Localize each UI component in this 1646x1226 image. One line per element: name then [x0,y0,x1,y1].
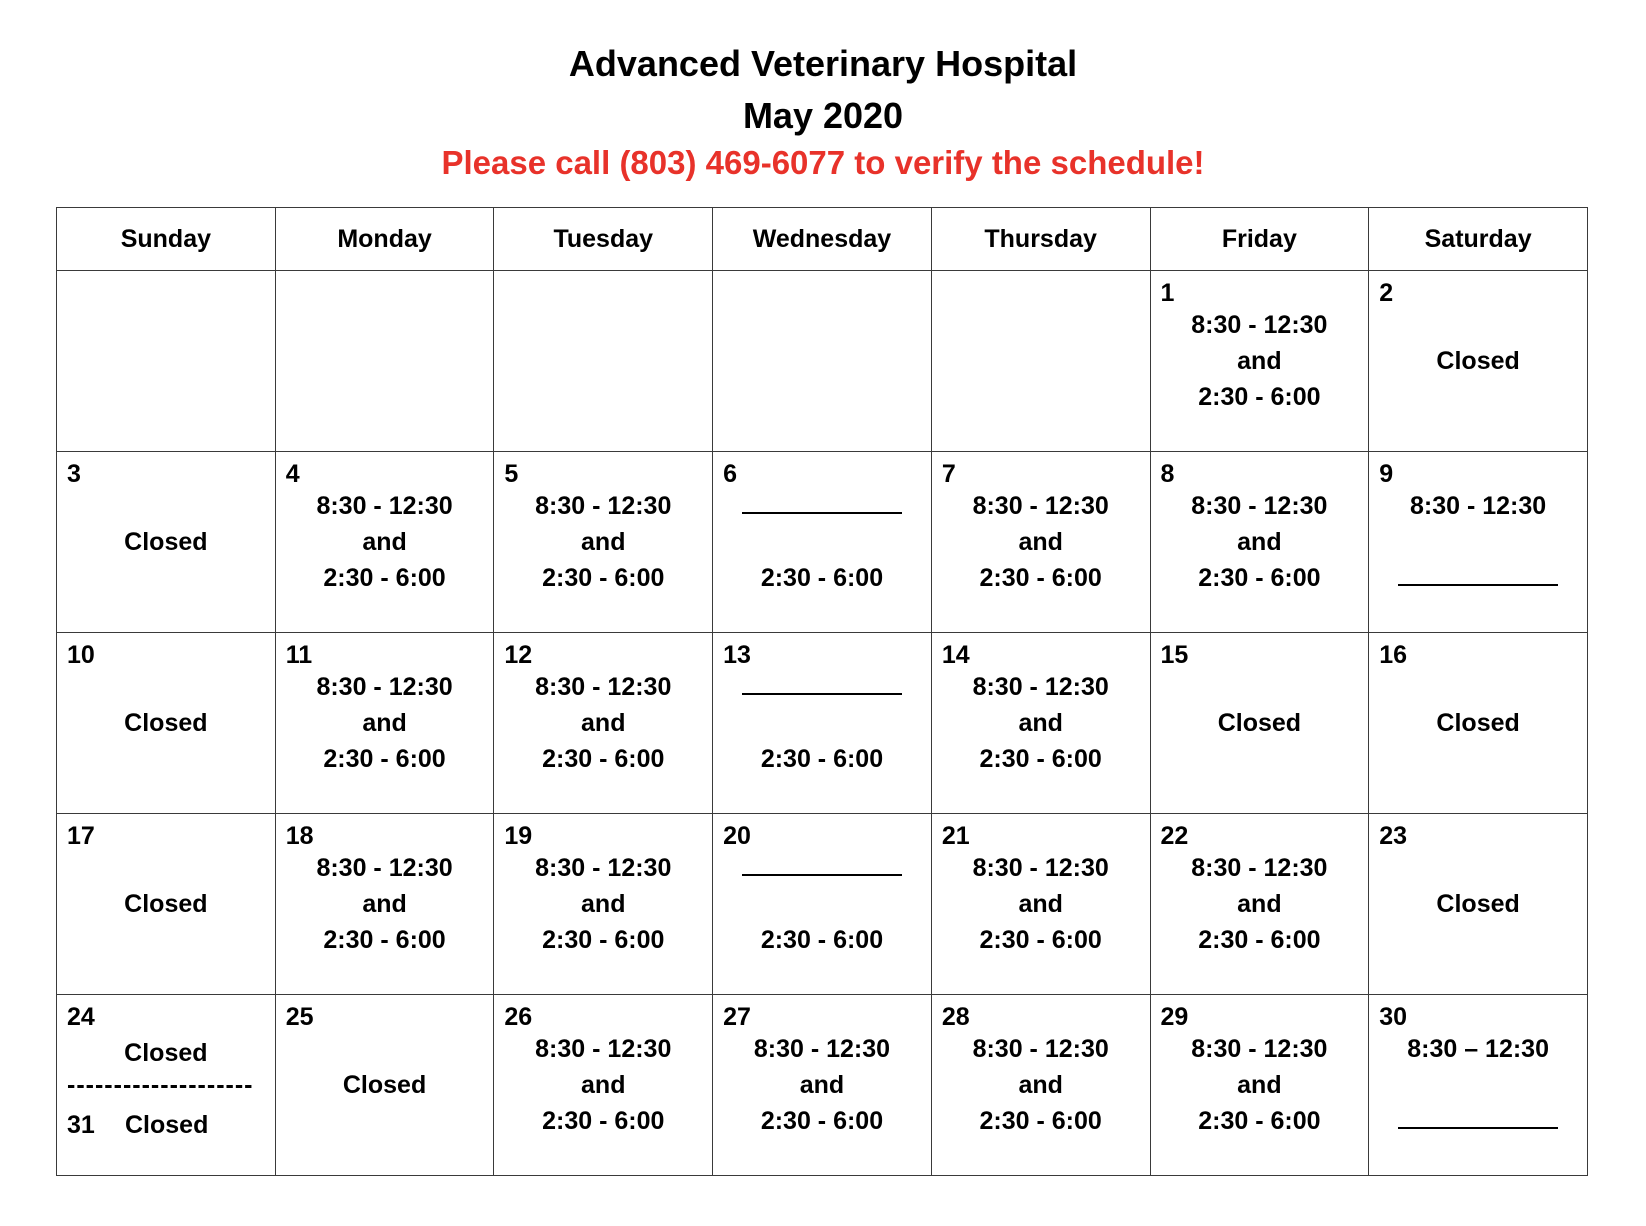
day-cell [494,271,713,452]
and-label: and [1237,347,1282,375]
hours-line: 8:30 - 12:30 [1191,311,1328,339]
blank-slot-line [1398,1103,1558,1129]
hours-block [1369,850,1587,922]
and-label: and [581,1071,626,1099]
blank-slot-line [742,850,902,876]
hours-line [57,669,275,705]
hours-line: 8:30 - 12:30 [1191,492,1328,520]
weekday-header-monday: Monday [275,208,494,271]
day-cell [275,271,494,452]
week-row [57,452,1588,633]
hours-line: 2:30 - 6:00 [323,564,446,592]
day-cell [57,995,276,1176]
day-number: 23 [1379,822,1408,850]
closed-slot-rule [1369,560,1587,596]
hours-line: 2:30 - 6:00 [1198,926,1321,954]
hours-line: 8:30 - 12:30 [316,492,453,520]
hours-line: 2:30 - 6:00 [979,745,1102,773]
split-day-cell [57,995,275,1175]
hours-block [1369,307,1587,379]
day-divider: -------------------- [67,1071,254,1099]
hours-block [713,850,931,958]
hours-block [57,669,275,741]
hours-block [713,488,931,596]
hours-line: 2:30 - 6:00 [760,745,884,773]
and-label: and [1018,709,1063,737]
hours-line: 8:30 - 12:30 [1191,854,1328,882]
hours-line: 2:30 - 6:00 [760,926,884,954]
day-number: 11 [285,641,313,669]
weekday-header-friday: Friday [1150,208,1369,271]
weekday-header-saturday: Saturday [1369,208,1588,271]
hours-line: 8:30 - 12:30 [972,673,1109,701]
hours-block [494,1031,712,1139]
day-number: 31 [67,1111,95,1139]
day-status: Closed [125,1111,209,1139]
hours-line: 8:30 - 12:30 [535,673,672,701]
day-cell [1369,995,1588,1176]
hours-block [713,669,931,777]
day-cell [1150,452,1369,633]
hours-line: 2:30 - 6:00 [979,1107,1102,1135]
hours-line [1369,850,1587,886]
hours-line [1369,524,1587,560]
day-cell [1369,271,1588,452]
day-number: 20 [723,822,751,850]
day-cell [275,452,494,633]
day-cell [713,633,932,814]
day-number: 10 [67,641,95,669]
weekday-header-row [57,208,1588,271]
hours-line [713,886,931,922]
hours-line: 2:30 - 6:00 [323,745,446,773]
week-row [57,814,1588,995]
hours-line [276,1031,494,1067]
hours-block [276,850,494,958]
hours-line: 8:30 - 12:30 [316,673,453,701]
day-cell [57,271,276,452]
hours-line [1151,669,1369,705]
closed-slot-rule [713,669,931,705]
hours-line: 8:30 - 12:30 [753,1035,891,1063]
hours-line: 2:30 - 6:00 [542,1107,665,1135]
hospital-title: Advanced Veterinary Hospital [568,43,1078,84]
hours-line: 2:30 - 6:00 [542,564,665,592]
day-number: 25 [285,1003,314,1031]
day-number: 17 [67,822,95,850]
day-cell [275,633,494,814]
day-cell [931,633,1150,814]
closed-label: Closed [124,709,208,737]
day-cell [931,452,1150,633]
blank-slot-line [742,669,902,695]
and-label: and [1237,890,1282,918]
hours-line: 8:30 - 12:30 [535,492,672,520]
hours-line [713,705,931,741]
day-number: 27 [723,1003,751,1031]
hours-line [1369,1067,1587,1103]
and-label: and [799,1071,845,1099]
day-cell [931,995,1150,1176]
hours-block [276,1031,494,1103]
and-label: and [1237,1071,1282,1099]
hours-line: 8:30 - 12:30 [535,854,672,882]
day-cell [1150,995,1369,1176]
closed-label: Closed [342,1071,427,1099]
hours-line: 8:30 - 12:30 [1410,492,1547,520]
and-label: and [581,890,626,918]
day-number: 30 [1379,1003,1408,1031]
and-label: and [362,528,407,556]
day-cell [1150,814,1369,995]
calendar-grid [56,207,1588,1176]
hours-block [494,669,712,777]
and-label: and [581,528,626,556]
and-label: and [1237,528,1282,556]
day-number: 15 [1160,641,1189,669]
hours-line [57,488,275,524]
month-title: May 2020 [742,95,904,136]
hours-block [932,850,1150,958]
hours-line: 2:30 - 6:00 [1198,564,1321,592]
and-label: and [1018,1071,1063,1099]
day-cell [1369,452,1588,633]
day-cell [713,814,932,995]
closed-label: Closed [1436,347,1520,375]
day-cell [713,271,932,452]
day-cell [57,633,276,814]
hours-block [932,1031,1150,1139]
day-cell [275,995,494,1176]
closed-slot-rule [713,850,931,886]
and-label: and [362,709,407,737]
hours-block [57,488,275,560]
day-cell [931,271,1150,452]
hours-block [1151,307,1369,415]
day-cell [931,814,1150,995]
day-number: 19 [504,822,533,850]
hours-line: 8:30 - 12:30 [1191,1035,1328,1063]
hours-block [276,669,494,777]
hours-block [1151,669,1369,741]
hours-line: 2:30 - 6:00 [979,564,1102,592]
day-number: 5 [504,460,519,488]
day-cell [494,995,713,1176]
hours-block [1151,1031,1369,1139]
day-cell [1369,633,1588,814]
week-row [57,633,1588,814]
day-cell [57,814,276,995]
day-cell [494,452,713,633]
day-number: 4 [285,460,300,488]
hours-block [57,850,275,922]
closed-label: Closed [124,890,208,918]
closed-label: Closed [124,528,208,556]
hours-line: 2:30 - 6:00 [1198,1107,1321,1135]
closed-label: Closed [1436,709,1520,737]
hours-line: 8:30 - 12:30 [535,1035,672,1063]
weekday-header-wednesday: Wednesday [713,208,932,271]
hours-line [1369,669,1587,705]
day-cell [1150,633,1369,814]
hours-line: 8:30 - 12:30 [316,854,453,882]
day-cell [1150,271,1369,452]
day-cell [713,995,932,1176]
hours-block [1151,488,1369,596]
day-status: Closed [124,1039,208,1067]
closed-label: Closed [1436,890,1520,918]
hours-line: 8:30 – 12:30 [1407,1035,1549,1063]
day-number: 12 [504,641,533,669]
hours-block [494,850,712,958]
week-row [57,271,1588,452]
hours-line: 8:30 - 12:30 [972,492,1109,520]
day-number: 9 [1379,460,1394,488]
closed-slot-rule [713,488,931,524]
and-label: and [1018,528,1063,556]
hours-line [1369,307,1587,343]
and-label: and [362,890,407,918]
hours-line [713,524,931,560]
hours-line: 2:30 - 6:00 [542,926,665,954]
day-number: 7 [941,460,956,488]
hours-line: 2:30 - 6:00 [1198,383,1321,411]
day-number: 6 [723,460,738,488]
day-number: 28 [941,1003,970,1031]
day-number: 22 [1160,822,1189,850]
hours-block [932,669,1150,777]
hours-line: 2:30 - 6:00 [760,1107,884,1135]
hours-line: 2:30 - 6:00 [760,564,884,592]
hours-block [494,488,712,596]
hours-line: 8:30 - 12:30 [972,1035,1109,1063]
day-number: 3 [67,460,81,488]
hours-block [1151,850,1369,958]
weekday-header-tuesday: Tuesday [494,208,713,271]
weekday-header-thursday: Thursday [931,208,1150,271]
day-number: 2 [1379,279,1394,307]
hours-block [1369,1031,1587,1139]
day-number: 21 [941,822,970,850]
hours-line: 2:30 - 6:00 [979,926,1102,954]
closed-label: Closed [1217,709,1302,737]
day-number: 24 [67,1003,95,1031]
and-label: and [581,709,626,737]
day-number: 18 [285,822,314,850]
day-number: 16 [1379,641,1408,669]
day-cell [494,814,713,995]
hours-line: 8:30 - 12:30 [972,854,1109,882]
hours-line: 2:30 - 6:00 [323,926,446,954]
day-cell [713,452,932,633]
hours-block [276,488,494,596]
day-number: 8 [1160,460,1175,488]
blank-slot-line [1398,560,1558,586]
hours-block [932,488,1150,596]
day-cell [275,814,494,995]
day-number: 13 [723,641,751,669]
day-number: 14 [941,641,970,669]
blank-slot-line [742,488,902,514]
hours-block [713,1031,931,1139]
day-number: 1 [1160,279,1175,307]
hours-line [57,850,275,886]
hours-block [1369,488,1587,596]
hours-line: 2:30 - 6:00 [542,745,665,773]
day-number: 26 [504,1003,533,1031]
verify-schedule-notice: Please call (803) 469-6077 to verify the schedule! [441,144,1205,181]
day-cell [1369,814,1588,995]
weekday-header-sunday: Sunday [57,208,276,271]
closed-slot-rule [1369,1103,1587,1139]
calendar-body [57,271,1588,1176]
day-cell [494,633,713,814]
day-cell [57,452,276,633]
week-row [57,995,1588,1176]
hours-block [1369,669,1587,741]
day-number: 29 [1160,1003,1189,1031]
and-label: and [1018,890,1063,918]
